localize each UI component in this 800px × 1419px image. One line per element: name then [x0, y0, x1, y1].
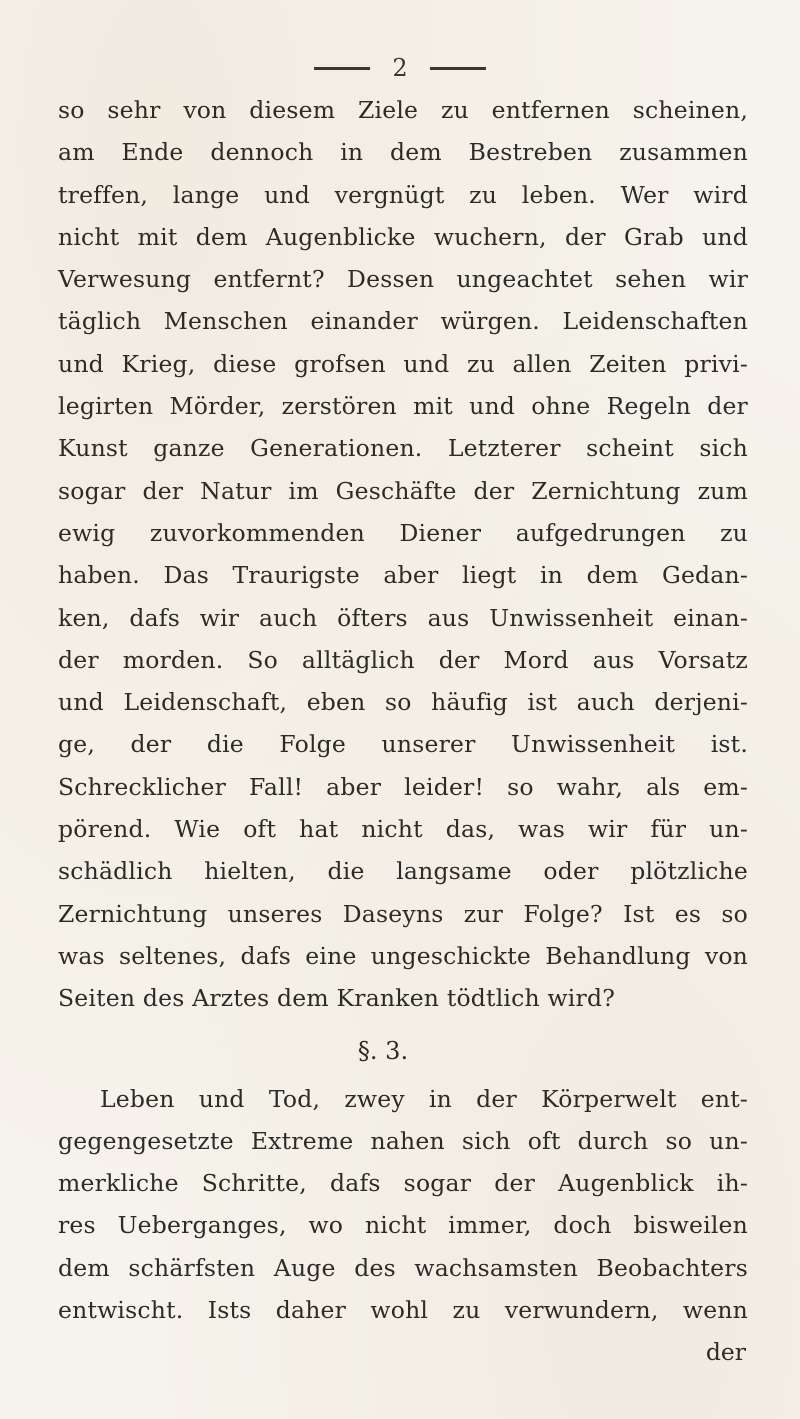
text-line: Zernichtung unseres Daseyns zur Folge? Ist es so: [58, 899, 748, 928]
text-line: Verwesung entfernt? Dessen ungeachtet sehen wir: [58, 265, 748, 294]
text-line: haben. Das Traurigste aber liegt in dem Gedan-: [58, 561, 748, 590]
text-line: treffen, lange und vergnügt zu leben. Wer wird: [58, 180, 748, 209]
text-line: sogar der Natur im Geschäfte der Zernichtung zum: [58, 476, 748, 505]
page-header: [0, 56, 800, 80]
text-line: ken, dafs wir auch öfters aus Unwissenheit einan-: [58, 603, 748, 632]
text-line: der morden. So alltäglich der Mord aus Vorsatz: [58, 645, 748, 674]
text-line: und Leidenschaft, eben so häufig ist auch derjeni-: [58, 688, 748, 717]
catchword: der: [705, 1338, 746, 1367]
text-line: merkliche Schritte, dafs sogar der Augenblick ih-: [58, 1169, 748, 1198]
text-line: pörend. Wie oft hat nicht das, was wir für un-: [58, 815, 748, 844]
text-line: und Krieg, diese grofsen und zu allen Zeiten privi-: [58, 349, 748, 378]
page-number: 2: [392, 54, 408, 82]
text-line: legirten Mörder, zerstören mit und ohne Regeln der: [58, 392, 748, 421]
text-line: ge, der die Folge unserer Unwissenheit ist.: [58, 730, 748, 759]
header-rule-left: [314, 67, 370, 70]
text-line: Kunst ganze Generationen. Letzterer scheint sich: [58, 434, 748, 463]
text-line: gegengesetzte Extreme nahen sich oft durch so un-: [58, 1126, 748, 1155]
text-line: Schrecklicher Fall! aber leider! so wahr, als em-: [58, 772, 748, 801]
body-text: [58, 89, 748, 1374]
text-line: täglich Menschen einander würgen. Leidenschaften: [58, 307, 748, 336]
text-line: entwischt. Ists daher wohl zu verwundern, wenn: [58, 1296, 748, 1325]
text-line: so sehr von diesem Ziele zu entfernen scheinen,: [58, 96, 748, 124]
text-line: Seiten des Arztes dem Kranken tödtlich wird?: [58, 984, 615, 1013]
text-line: schädlich hielten, die langsame oder plötzliche: [58, 857, 748, 886]
section-heading: §. 3.: [357, 1036, 409, 1065]
header-rule-right: [430, 67, 486, 70]
text-line: dem schärfsten Auge des wachsamsten Beobachters: [58, 1253, 748, 1282]
text-line: am Ende dennoch in dem Bestreben zusammen: [58, 138, 748, 167]
text-line: nicht mit dem Augenblicke wuchern, der Grab und: [58, 222, 748, 251]
text-line: res Ueberganges, wo nicht immer, doch bisweilen: [58, 1211, 748, 1240]
text-line: Leben und Tod, zwey in der Körperwelt ent-: [100, 1084, 748, 1113]
text-line: ewig zuvorkommenden Diener aufgedrungen zu: [58, 518, 748, 547]
text-line: was seltenes, dafs eine ungeschickte Behandlung von: [58, 941, 748, 970]
paragraph-2: [58, 1078, 748, 1332]
paragraph-1: [58, 89, 748, 1020]
